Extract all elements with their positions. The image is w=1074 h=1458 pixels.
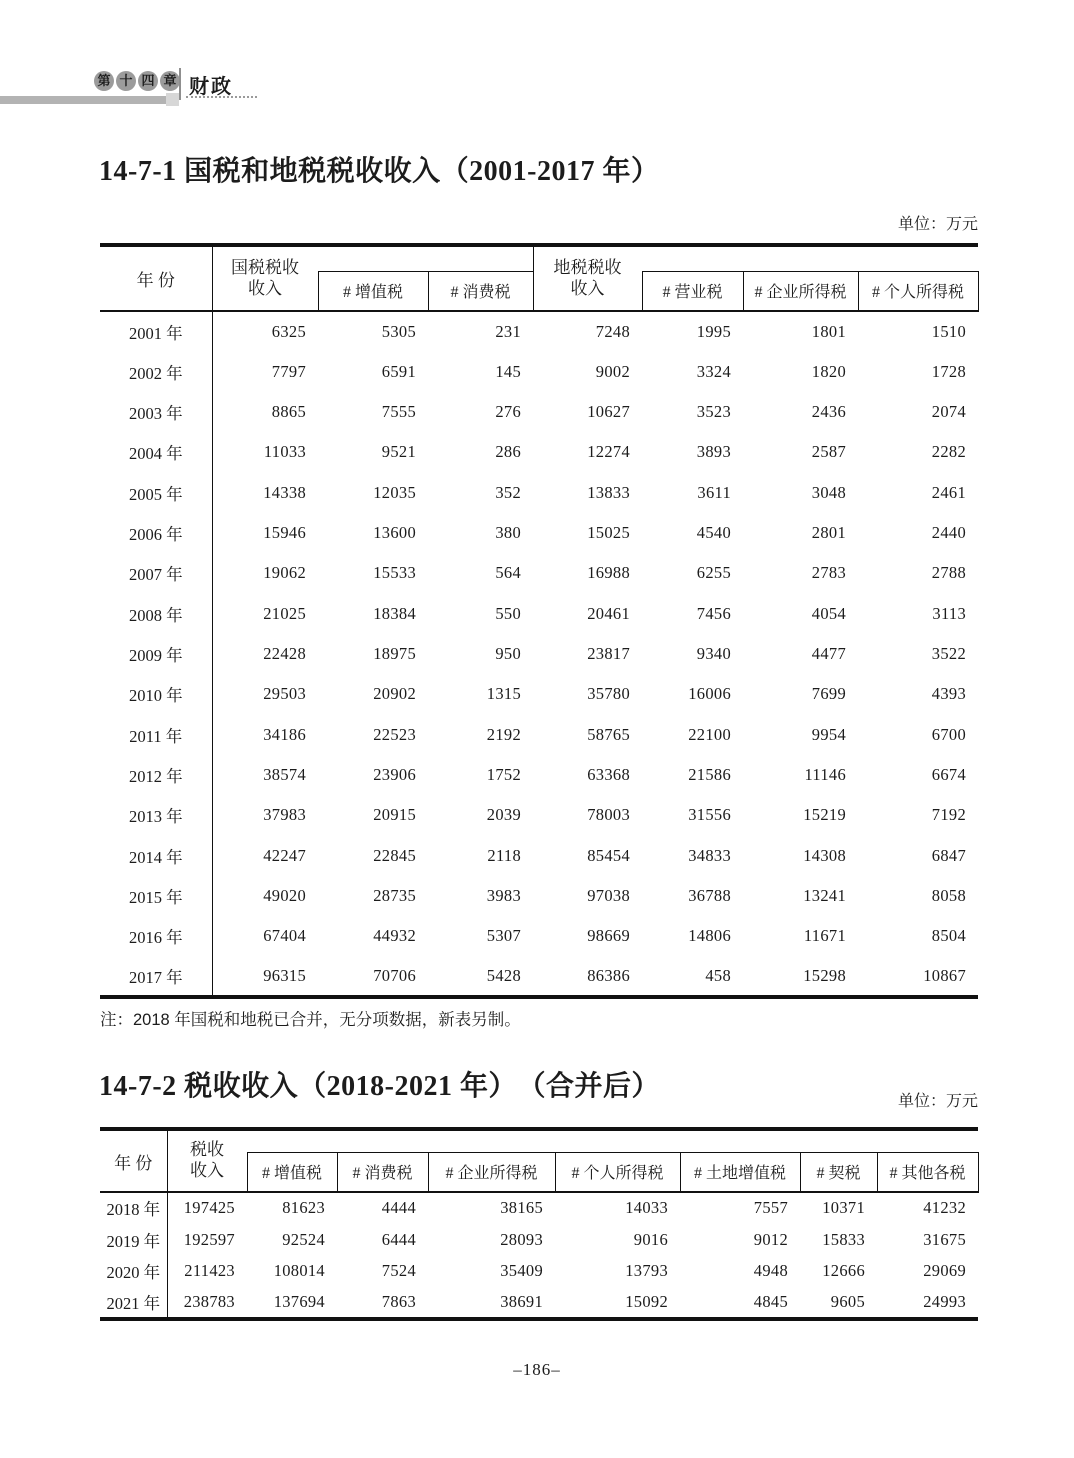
value-cell: 44932 — [373, 926, 416, 946]
value-cell: 63368 — [587, 764, 630, 784]
value-cell: 81623 — [282, 1198, 325, 1218]
table-row — [100, 553, 978, 593]
value-cell: 16006 — [688, 684, 731, 704]
value-cell: 18975 — [373, 643, 416, 663]
value-cell: 13833 — [587, 482, 630, 502]
table-row — [100, 593, 978, 633]
table-row — [100, 1255, 978, 1287]
value-cell: 19062 — [263, 563, 306, 583]
year-cell: 2001 年 — [100, 311, 212, 351]
value-cell: 67404 — [263, 926, 306, 946]
value-cell: 3113 — [932, 603, 966, 623]
year-cell: 2017 年 — [100, 957, 212, 997]
value-cell: 28093 — [500, 1229, 543, 1249]
year-cell: 2003 年 — [100, 392, 212, 432]
total-tax-label-line2: 收入 — [190, 1161, 224, 1180]
value-cell: 1728 — [931, 361, 966, 381]
value-cell: 8504 — [931, 926, 966, 946]
value-cell: 23906 — [373, 764, 416, 784]
value-cell: 7524 — [381, 1261, 416, 1281]
value-cell: 38574 — [263, 764, 306, 784]
value-cell: 4540 — [696, 522, 731, 542]
year-cell: 2006 年 — [100, 513, 212, 553]
value-cell: 5307 — [486, 926, 521, 946]
value-cell: 9340 — [696, 643, 731, 663]
national-tax-label-line1: 国税税收 — [231, 257, 299, 277]
value-cell: 197425 — [183, 1198, 235, 1218]
value-cell: 35780 — [587, 684, 630, 704]
table-row — [100, 755, 978, 795]
value-cell: 1995 — [696, 321, 731, 341]
value-cell: 13793 — [625, 1261, 668, 1281]
table1-title: 14-7-1 国税和地税税收收入（2001-2017 年） — [99, 156, 660, 187]
table-row — [100, 311, 978, 351]
value-cell: 34186 — [263, 724, 306, 744]
value-cell: 9521 — [381, 442, 416, 462]
value-cell: 4444 — [381, 1198, 416, 1218]
table-row — [100, 916, 978, 956]
value-cell: 4477 — [811, 643, 846, 663]
year-cell: 2020 年 — [100, 1255, 167, 1287]
value-cell: 14806 — [688, 926, 731, 946]
table1-header-spacer-1 — [318, 245, 533, 271]
value-cell: 3893 — [696, 442, 731, 462]
value-cell: 2118 — [487, 845, 521, 865]
year-cell: 2016 年 — [100, 916, 212, 956]
table1-header-vat: # 增值税 — [318, 271, 428, 311]
year-cell: 2005 年 — [100, 472, 212, 512]
table1-header-year: 年 份 — [100, 245, 212, 311]
value-cell: 10627 — [587, 401, 630, 421]
value-cell: 108014 — [273, 1261, 325, 1281]
value-cell: 11671 — [803, 926, 846, 946]
value-cell: 12666 — [822, 1261, 865, 1281]
value-cell: 7456 — [696, 603, 731, 623]
value-cell: 950 — [495, 643, 521, 663]
header-bar-end — [166, 93, 179, 106]
chapter-badge — [94, 71, 180, 91]
value-cell: 10371 — [822, 1198, 865, 1218]
year-cell: 2013 年 — [100, 795, 212, 835]
value-cell: 6700 — [931, 724, 966, 744]
table-row — [100, 714, 978, 754]
value-cell: 21025 — [263, 603, 306, 623]
table-row — [100, 957, 978, 997]
value-cell: 1752 — [486, 764, 521, 784]
value-cell: 2436 — [811, 401, 846, 421]
value-cell: 3324 — [696, 361, 731, 381]
value-cell: 49020 — [263, 885, 306, 905]
chapter-badge-char: 四 — [138, 71, 158, 91]
value-cell: 4845 — [753, 1291, 788, 1311]
value-cell: 4393 — [931, 684, 966, 704]
year-cell: 2021 年 — [100, 1287, 167, 1319]
value-cell: 6255 — [696, 563, 731, 583]
year-cell: 2011 年 — [100, 714, 212, 754]
value-cell: 14308 — [803, 845, 846, 865]
value-cell: 238783 — [183, 1291, 235, 1311]
value-cell: 98669 — [587, 926, 630, 946]
value-cell: 5305 — [381, 321, 416, 341]
value-cell: 38165 — [500, 1198, 543, 1218]
value-cell: 1315 — [486, 684, 521, 704]
value-cell: 3522 — [931, 643, 966, 663]
value-cell: 22523 — [373, 724, 416, 744]
value-cell: 550 — [495, 603, 521, 623]
value-cell: 6325 — [271, 321, 306, 341]
value-cell: 70706 — [373, 965, 416, 985]
year-cell: 2018 年 — [100, 1192, 167, 1224]
value-cell: 1510 — [931, 321, 966, 341]
value-cell: 15219 — [803, 805, 846, 825]
table2-header-personal-income-tax: # 个人所得税 — [555, 1152, 680, 1192]
value-cell: 145 — [495, 361, 521, 381]
value-cell: 41232 — [923, 1198, 966, 1218]
value-cell: 2074 — [931, 401, 966, 421]
value-cell: 9605 — [830, 1291, 865, 1311]
value-cell: 11033 — [263, 442, 306, 462]
value-cell: 3048 — [811, 482, 846, 502]
value-cell: 6444 — [381, 1229, 416, 1249]
year-cell: 2008 年 — [100, 593, 212, 633]
value-cell: 78003 — [587, 805, 630, 825]
value-cell: 14338 — [263, 482, 306, 502]
value-cell: 564 — [495, 563, 521, 583]
value-cell: 7192 — [931, 805, 966, 825]
value-cell: 15946 — [263, 522, 306, 542]
chapter-badge-char: 第 — [94, 71, 114, 91]
chapter-divider — [179, 68, 181, 100]
value-cell: 2461 — [931, 482, 966, 502]
value-cell: 86386 — [587, 965, 630, 985]
table-row — [100, 472, 978, 512]
value-cell: 3983 — [486, 885, 521, 905]
value-cell: 37983 — [263, 805, 306, 825]
value-cell: 36788 — [688, 885, 731, 905]
value-cell: 137694 — [273, 1291, 325, 1311]
value-cell: 15533 — [373, 563, 416, 583]
value-cell: 20461 — [587, 603, 630, 623]
value-cell: 35409 — [500, 1261, 543, 1281]
value-cell: 8058 — [931, 885, 966, 905]
value-cell: 96315 — [263, 965, 306, 985]
table-row — [100, 432, 978, 472]
value-cell: 7699 — [811, 684, 846, 704]
value-cell: 286 — [495, 442, 521, 462]
value-cell: 13600 — [373, 522, 416, 542]
value-cell: 192597 — [183, 1229, 235, 1249]
table2-unit-label: 单位：万元 — [897, 1093, 978, 1110]
total-tax-label-line1: 税收 — [190, 1140, 224, 1160]
value-cell: 4054 — [811, 603, 846, 623]
year-cell: 2012 年 — [100, 755, 212, 795]
value-cell: 9016 — [633, 1229, 668, 1249]
value-cell: 2039 — [486, 805, 521, 825]
value-cell: 12035 — [373, 482, 416, 502]
table2-title: 14-7-2 税收收入（2018-2021 年） （合并后） — [99, 1071, 660, 1102]
value-cell: 2192 — [486, 724, 521, 744]
table2-header-total-tax — [167, 1129, 247, 1192]
value-cell: 21586 — [688, 764, 731, 784]
value-cell: 22428 — [263, 643, 306, 663]
value-cell: 7863 — [381, 1291, 416, 1311]
value-cell: 2801 — [811, 522, 846, 542]
value-cell: 3523 — [696, 401, 731, 421]
table-row — [100, 392, 978, 432]
value-cell: 2282 — [931, 442, 966, 462]
value-cell: 24993 — [923, 1291, 966, 1311]
chapter-underline — [186, 96, 257, 98]
value-cell: 20915 — [373, 805, 416, 825]
year-cell: 2014 年 — [100, 835, 212, 875]
table-row — [100, 795, 978, 835]
table-row — [100, 513, 978, 553]
table1-header-local-tax — [533, 245, 642, 311]
year-cell: 2009 年 — [100, 634, 212, 674]
table2-header-other-taxes: # 其他各税 — [877, 1152, 978, 1192]
table1-note: 注：2018 年国税和地税已合并，无分项数据，新表另制。 — [100, 1011, 521, 1029]
value-cell: 380 — [495, 522, 521, 542]
value-cell: 13241 — [803, 885, 846, 905]
value-cell: 8865 — [271, 401, 306, 421]
value-cell: 15298 — [803, 965, 846, 985]
year-cell: 2002 年 — [100, 351, 212, 391]
value-cell: 231 — [495, 321, 521, 341]
value-cell: 7555 — [381, 401, 416, 421]
table2-header-corporate-income-tax: # 企业所得税 — [428, 1152, 555, 1192]
value-cell: 38691 — [500, 1291, 543, 1311]
table1-header-consumption-tax: # 消费税 — [428, 271, 533, 311]
value-cell: 15025 — [587, 522, 630, 542]
value-cell: 458 — [705, 965, 731, 985]
value-cell: 3611 — [697, 482, 731, 502]
value-cell: 9002 — [595, 361, 630, 381]
value-cell: 11146 — [804, 764, 846, 784]
local-tax-label-line2: 收入 — [570, 278, 605, 298]
value-cell: 352 — [495, 482, 521, 502]
value-cell: 2587 — [811, 442, 846, 462]
value-cell: 1820 — [811, 361, 846, 381]
year-cell: 2015 年 — [100, 876, 212, 916]
value-cell: 22100 — [688, 724, 731, 744]
value-cell: 31675 — [923, 1229, 966, 1249]
table1-unit-label: 单位：万元 — [897, 216, 978, 233]
year-cell: 2019 年 — [100, 1224, 167, 1256]
value-cell: 31556 — [688, 805, 731, 825]
table1-header-spacer-2 — [642, 245, 978, 271]
value-cell: 12274 — [587, 442, 630, 462]
table-row — [100, 1224, 978, 1256]
value-cell: 42247 — [263, 845, 306, 865]
value-cell: 23817 — [587, 643, 630, 663]
value-cell: 15092 — [625, 1291, 668, 1311]
table1-header-business-tax: # 营业税 — [642, 271, 743, 311]
value-cell: 211423 — [184, 1261, 235, 1281]
value-cell: 5428 — [486, 965, 521, 985]
value-cell: 20902 — [373, 684, 416, 704]
table-row — [100, 1192, 978, 1224]
value-cell: 85454 — [587, 845, 630, 865]
value-cell: 6674 — [931, 764, 966, 784]
table-row — [100, 1287, 978, 1319]
value-cell: 22845 — [373, 845, 416, 865]
table-row — [100, 876, 978, 916]
value-cell: 92524 — [282, 1229, 325, 1249]
table-row — [100, 835, 978, 875]
table2-header-spacer — [247, 1129, 978, 1152]
table-row — [100, 674, 978, 714]
value-cell: 15833 — [822, 1229, 865, 1249]
local-tax-label-line1: 地税税收 — [553, 257, 622, 277]
table2-header-land-appreciation-tax: # 土地增值税 — [680, 1152, 800, 1192]
table-row — [100, 351, 978, 391]
value-cell: 6847 — [931, 845, 966, 865]
value-cell: 29069 — [923, 1261, 966, 1281]
header-bar — [0, 96, 169, 104]
value-cell: 276 — [495, 401, 521, 421]
value-cell: 29503 — [263, 684, 306, 704]
table1-header-national-tax — [212, 245, 318, 311]
value-cell: 14033 — [625, 1198, 668, 1218]
value-cell: 2440 — [931, 522, 966, 542]
value-cell: 6591 — [381, 361, 416, 381]
value-cell: 2788 — [931, 563, 966, 583]
value-cell: 1801 — [811, 321, 846, 341]
table1-header-corporate-income-tax: # 企业所得税 — [743, 271, 858, 311]
value-cell: 2783 — [811, 563, 846, 583]
table2-header-vat: # 增值税 — [247, 1152, 337, 1192]
value-cell: 18384 — [373, 603, 416, 623]
value-cell: 97038 — [587, 885, 630, 905]
table2 — [100, 1127, 979, 1321]
chapter-badge-char: 章 — [160, 71, 180, 91]
value-cell: 28735 — [373, 885, 416, 905]
chapter-section-title: 财政 — [189, 76, 233, 98]
value-cell: 10867 — [923, 965, 966, 985]
national-tax-label-line2: 收入 — [248, 278, 282, 298]
value-cell: 7248 — [595, 321, 630, 341]
table1 — [100, 243, 979, 999]
value-cell: 16988 — [587, 563, 630, 583]
year-cell: 2007 年 — [100, 553, 212, 593]
year-cell: 2010 年 — [100, 674, 212, 714]
table-row — [100, 634, 978, 674]
value-cell: 9012 — [753, 1229, 788, 1249]
page-number: –186– — [513, 1360, 561, 1379]
table2-header-deed-tax: # 契税 — [800, 1152, 877, 1192]
value-cell: 4948 — [753, 1261, 788, 1281]
table1-header-personal-income-tax: # 个人所得税 — [858, 271, 978, 311]
chapter-badge-char: 十 — [116, 71, 136, 91]
table2-header-consumption-tax: # 消费税 — [337, 1152, 428, 1192]
value-cell: 9954 — [811, 724, 846, 744]
table2-header-year: 年 份 — [100, 1129, 167, 1192]
year-cell: 2004 年 — [100, 432, 212, 472]
value-cell: 7797 — [271, 361, 306, 381]
value-cell: 7557 — [753, 1198, 788, 1218]
value-cell: 58765 — [587, 724, 630, 744]
value-cell: 34833 — [688, 845, 731, 865]
